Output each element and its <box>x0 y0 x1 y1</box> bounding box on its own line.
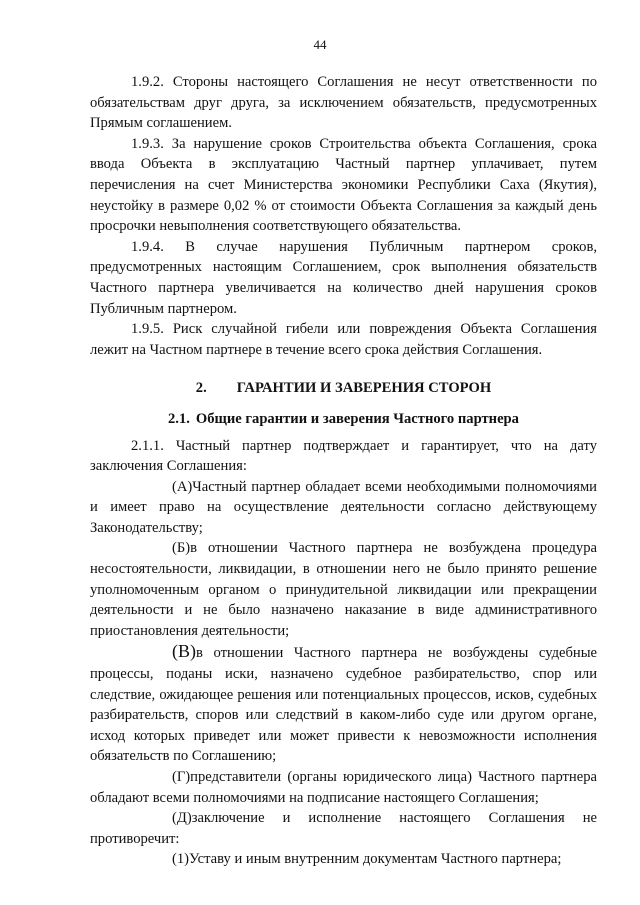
list-item-label: (Г) <box>172 769 191 785</box>
list-item-label: (Д) <box>172 810 192 827</box>
list-item-text: Частный партнер обладает всеми необходимыми полномочиями и имеет право на осуществление деятельности согласно действующему Законодательству; <box>90 478 597 536</box>
paragraph-2-1-1: 2.1.1. Частный партнер подтверждает и гарантирует, что на дату заключения Соглашения: <box>90 437 597 475</box>
list-item-label: (1) <box>172 851 190 868</box>
list-item-text: в отношении Частного партнера не возбуждена процедура несостоятельности, ликвидации, в отношении него не было принято решение уполномоченным органом о принудительной ликвидации или прекращении деятельности и не было назначено наказание в виде административного приостановления деятельности; <box>90 540 597 639</box>
page-number: 44 <box>313 37 327 52</box>
list-item-a <box>90 477 597 539</box>
subsection-heading <box>90 409 597 430</box>
list-item-label: (А) <box>172 478 193 495</box>
list-item-text: заключение и исполнение настоящего Соглашения не противоречит: <box>90 810 597 847</box>
subsection-number: 2.1. <box>168 410 190 427</box>
list-item-label: (В) <box>172 641 196 662</box>
list-item-b <box>90 538 597 641</box>
list-item-text: в отношении Частного партнера не возбуждены судебные процессы, поданы иски, назначено судебное разбирательство, спор или следствие, ожидающее решения или потенциальных процессов, исков, судебных разбирательств, споров или следствий в каком-либо суде или другом органе, исход которых приведет или может привести к невозможности исполнения обязательств по Соглашению; <box>90 645 597 765</box>
list-item-1 <box>90 849 597 870</box>
paragraph-1-9-3: 1.9.3. За нарушение сроков Строительства объекта Соглашения, срока ввода Объекта в эксплуатацию Частный партнер уплачивает, путем перечисления на счет Министерства экономики Республики Саха (Якутия), неустойку в размере 0,02 % от стоимости Объекта Соглашения за каждый день просрочки невыполнения соответствующего обязательства. <box>90 135 597 235</box>
document-body <box>90 72 597 870</box>
list-item-label: (Б) <box>172 540 191 557</box>
section-number: 2. <box>195 380 207 397</box>
paragraph-1-9-5: 1.9.5. Риск случайной гибели или повреждения Объекта Соглашения лежит на Частном партнере в течение всего срока действия Соглашения. <box>90 321 597 358</box>
paragraph-1-9-2: 1.9.2. Стороны настоящего Соглашения не несут ответственности по обязательствам друг друга, за исключением обязательств, предусмотренных Прямым соглашением. <box>90 74 597 132</box>
list-item-v <box>90 641 597 767</box>
list-item-text: Уставу и иным внутренним документам Частного партнера; <box>189 851 562 868</box>
section-heading <box>90 378 597 399</box>
paragraph-1-9-4: 1.9.4. В случае нарушения Публичным партнером сроков, предусмотренных настоящим Соглашением, срок выполнения обязательств Частного партнера увеличивается на количество дней нарушения сроков Публичным партнером. <box>90 238 597 317</box>
list-item-d <box>90 808 597 849</box>
list-item-g <box>90 767 597 808</box>
subsection-title: Общие гарантии и заверения Частного партнера <box>195 410 519 427</box>
section-title: ГАРАНТИИ И ЗАВЕРЕНИЯ СТОРОН <box>236 380 492 397</box>
list-item-text: представители (органы юридического лица) Частного партнера обладают всеми полномочиями на подписание настоящего Соглашения; <box>90 769 597 806</box>
